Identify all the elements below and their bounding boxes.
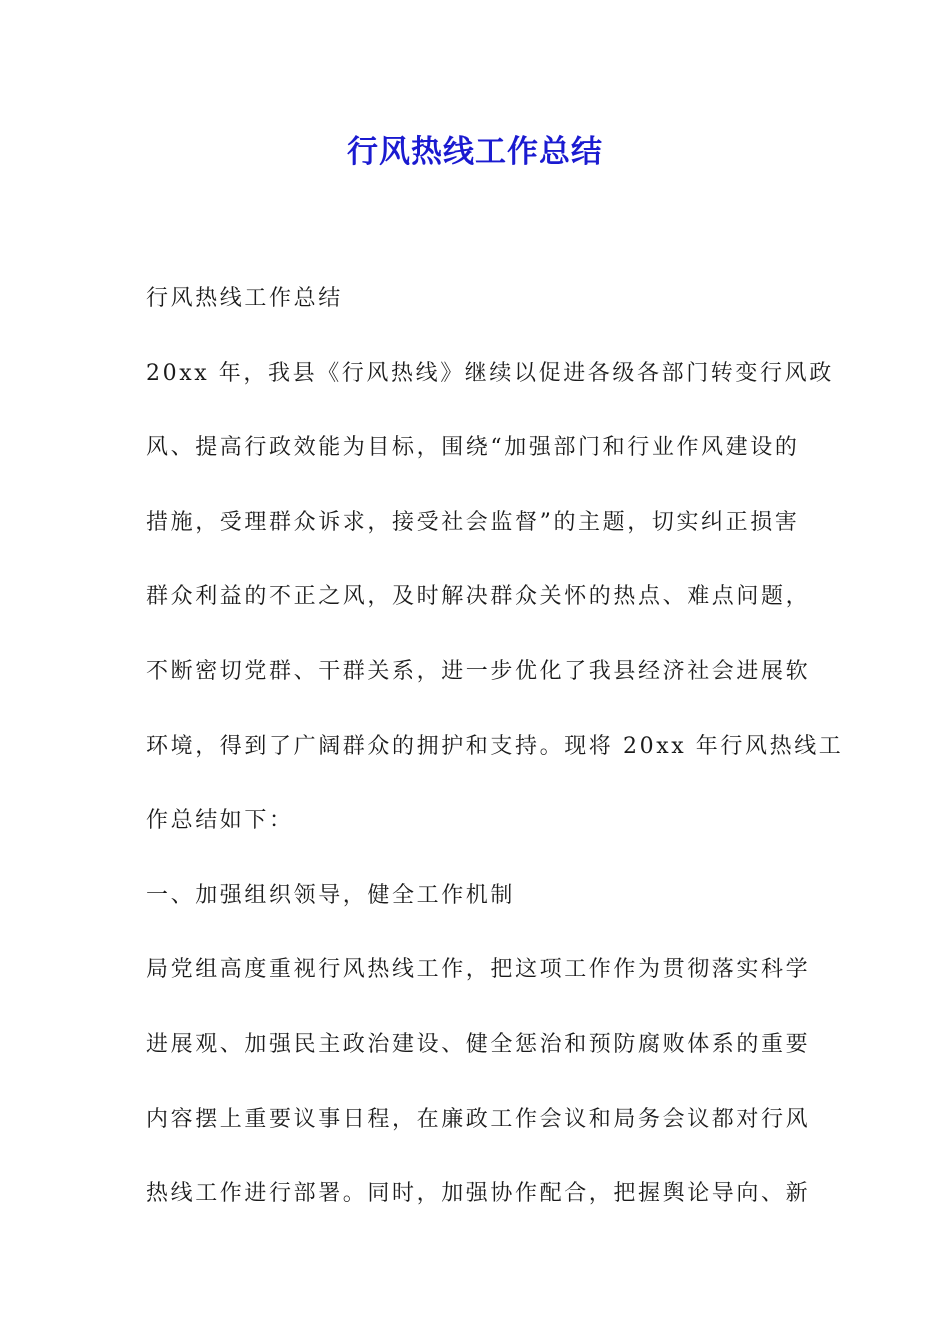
- body-line: 作总结如下：: [146, 808, 294, 834]
- body-line: 风、提高行政效能为目标，围绕“加强部门和行业作风建设的: [146, 435, 800, 461]
- body-line: 群众利益的不正之风，及时解决群众关怀的热点、难点问题，: [146, 584, 811, 610]
- body-line: 不断密切党群、干群关系，进一步优化了我县经济社会进展软: [146, 658, 811, 684]
- section-heading: 一、加强组织领导，健全工作机制: [146, 882, 516, 908]
- body-paragraphs: [146, 262, 844, 1232]
- body-line: 内容摆上重要议事日程，在廉政工作会议和局务会议都对行风: [146, 1106, 811, 1132]
- body-line: 20xx 年，我县《行风热线》继续以促进各级各部门转变行风政: [146, 360, 834, 386]
- body-line: 措施，受理群众诉求，接受社会监督”的主题，切实纠正损害: [146, 509, 800, 535]
- subtitle-line: 行风热线工作总结: [146, 286, 343, 311]
- body-line: 局党组高度重视行风热线工作，把这项工作作为贯彻落实科学: [146, 957, 811, 983]
- body-line: 环境，得到了广阔群众的拥护和支持。现将 20xx 年行风热线工: [146, 733, 844, 759]
- body-line: 热线工作进行部署。同时，加强协作配合，把握舆论导向、新: [146, 1181, 811, 1207]
- document-body: [146, 262, 844, 1232]
- body-line: 进展观、加强民主政治建设、健全惩治和预防腐败体系的重要: [146, 1031, 811, 1057]
- document-title: 行风热线工作总结: [347, 134, 603, 170]
